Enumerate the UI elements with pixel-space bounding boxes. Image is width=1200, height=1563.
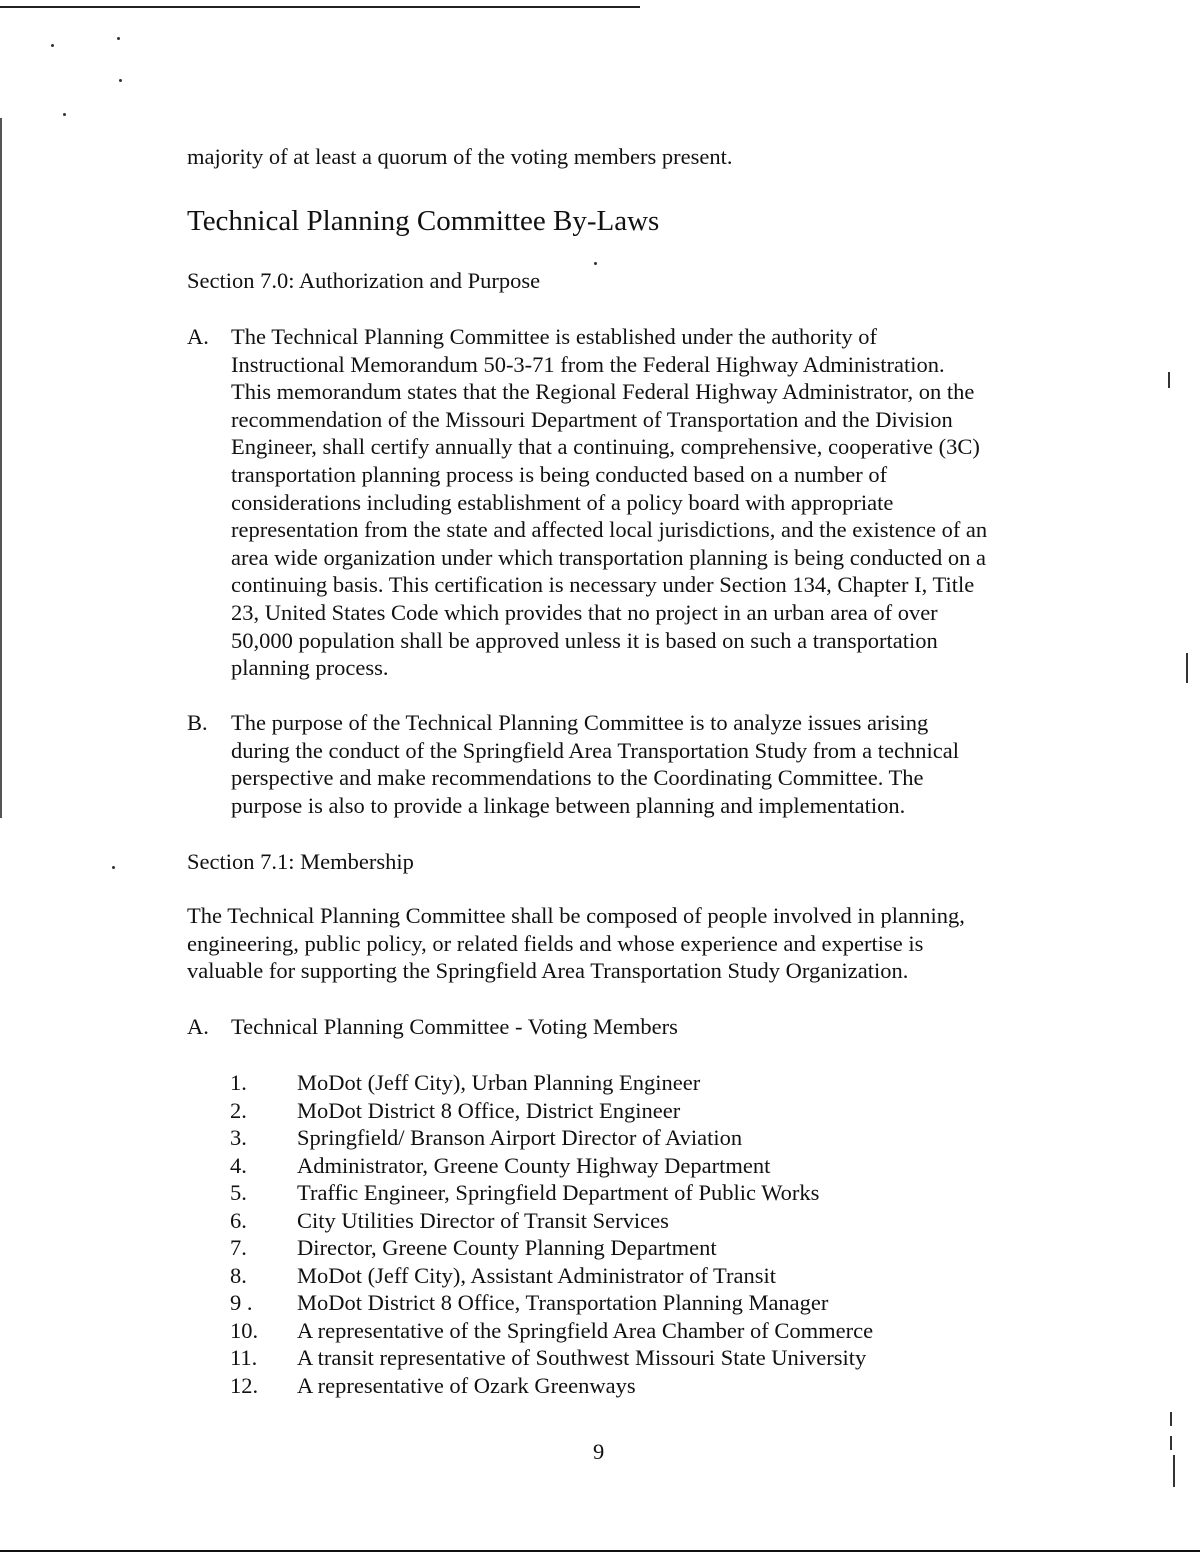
list-item-number: 11.: [230, 1345, 258, 1370]
list-item-number: 2.: [230, 1098, 247, 1123]
list-item-number: 10.: [230, 1318, 259, 1343]
para-a-body: [231, 323, 987, 682]
para-line: considerations including establishment of a policy board with appropriate: [231, 489, 894, 515]
para-line: during the conduct of the Springfield Area Transportation Study from a technical: [231, 737, 959, 763]
list-item: City Utilities Director of Transit Services: [297, 1208, 669, 1233]
para-line: The purpose of the Technical Planning Committee is to analyze issues arising: [231, 710, 929, 735]
list-item-number: 3.: [230, 1125, 247, 1150]
para-a-label: A.: [187, 324, 209, 349]
scan-speck: [117, 37, 120, 40]
list-item-number: 6.: [230, 1208, 247, 1233]
list-item-number: 7.: [230, 1235, 247, 1260]
page-number: 9: [593, 1439, 605, 1464]
list-item: Traffic Engineer, Springfield Department of Public Works: [297, 1180, 820, 1205]
para-line: Engineer, shall certify annually that a continuing, comprehensive, cooperative (3C): [231, 434, 980, 460]
para-line: perspective and make recommendations to the Coordinating Committee. The: [231, 765, 924, 791]
list-item: A representative of Ozark Greenways: [297, 1373, 636, 1398]
scan-speck: [594, 262, 597, 265]
scan-mark: [1170, 1436, 1172, 1450]
list-item: A representative of the Springfield Area Chamber of Commerce: [297, 1318, 874, 1343]
list-item: MoDot District 8 Office, Transportation Planning Manager: [297, 1290, 829, 1315]
list-item: Director, Greene County Planning Department: [297, 1235, 717, 1260]
list-item: Administrator, Greene County Highway Department: [297, 1153, 771, 1178]
top-rule: [0, 6, 640, 8]
list-item: MoDot (Jeff City), Urban Planning Engineer: [297, 1070, 701, 1095]
para-line: purpose is also to provide a linkage between planning and implementation.: [231, 792, 906, 818]
section-7-1-heading: Section 7.1: Membership: [187, 849, 414, 874]
para-line: Instructional Memorandum 50-3-71 from the Federal Highway Administration.: [231, 351, 945, 377]
para-line: 50,000 population shall be approved unless it is based on such a transportation: [231, 627, 938, 653]
scan-mark: [1173, 1455, 1175, 1487]
para-line: recommendation of the Missouri Department of Transportation and the Division: [231, 406, 953, 432]
page-title: Technical Planning Committee By-Laws: [187, 205, 660, 237]
para-line: valuable for supporting the Springfield Area Transportation Study Organization.: [187, 958, 909, 984]
scan-speck: [63, 113, 66, 116]
sub-a-title: Technical Planning Committee - Voting Members: [231, 1014, 678, 1039]
para-line: 23, United States Code which provides that no project in an urban area of over: [231, 599, 938, 625]
list-item: Springfield/ Branson Airport Director of Aviation: [297, 1125, 743, 1150]
list-item-number: 8.: [230, 1263, 247, 1288]
scan-speck: [51, 44, 54, 47]
sub-a-label: A.: [187, 1014, 209, 1039]
para-b-label: B.: [187, 710, 208, 735]
scan-mark: [1186, 653, 1188, 683]
scan-mark: [1170, 1412, 1172, 1426]
list-item-number: 1.: [230, 1070, 247, 1095]
para-line: representation from the state and affected local jurisdictions, and the existence of an: [231, 517, 988, 543]
list-item-number: 4.: [230, 1153, 247, 1178]
list-item: A transit representative of Southwest Missouri State University: [297, 1345, 867, 1370]
scan-left-edge: [0, 118, 2, 818]
scan-speck: [119, 79, 122, 82]
list-item: MoDot District 8 Office, District Engineer: [297, 1098, 681, 1123]
list-item-number: 12.: [230, 1373, 259, 1398]
intro-line: majority of at least a quorum of the voting members present.: [187, 144, 733, 169]
bottom-rule: [0, 1550, 1200, 1552]
para-line: continuing basis. This certification is necessary under Section 134, Chapter I, Title: [231, 572, 975, 598]
para-line: area wide organization under which transportation planning is being conducted on a: [231, 544, 986, 570]
list-item-number: 9 .: [230, 1290, 253, 1315]
para-line: planning process.: [231, 655, 389, 681]
membership-intro: [187, 902, 965, 985]
para-line: This memorandum states that the Regional Federal Highway Administrator, on the: [231, 379, 975, 405]
section-7-0-heading: Section 7.0: Authorization and Purpose: [187, 268, 541, 293]
para-line: engineering, public policy, or related fields and whose experience and expertise is: [187, 930, 924, 956]
scan-mark: [1168, 372, 1170, 388]
para-line: The Technical Planning Committee shall be composed of people involved in planning,: [187, 903, 965, 928]
para-b-body: [231, 709, 959, 819]
list-item: MoDot (Jeff City), Assistant Administrator of Transit: [297, 1263, 776, 1288]
scan-speck: [112, 866, 115, 869]
para-line: transportation planning process is being conducted based on a number of: [231, 461, 888, 487]
list-item-number: 5.: [230, 1180, 247, 1205]
para-line: The Technical Planning Committee is established under the authority of: [231, 324, 877, 349]
